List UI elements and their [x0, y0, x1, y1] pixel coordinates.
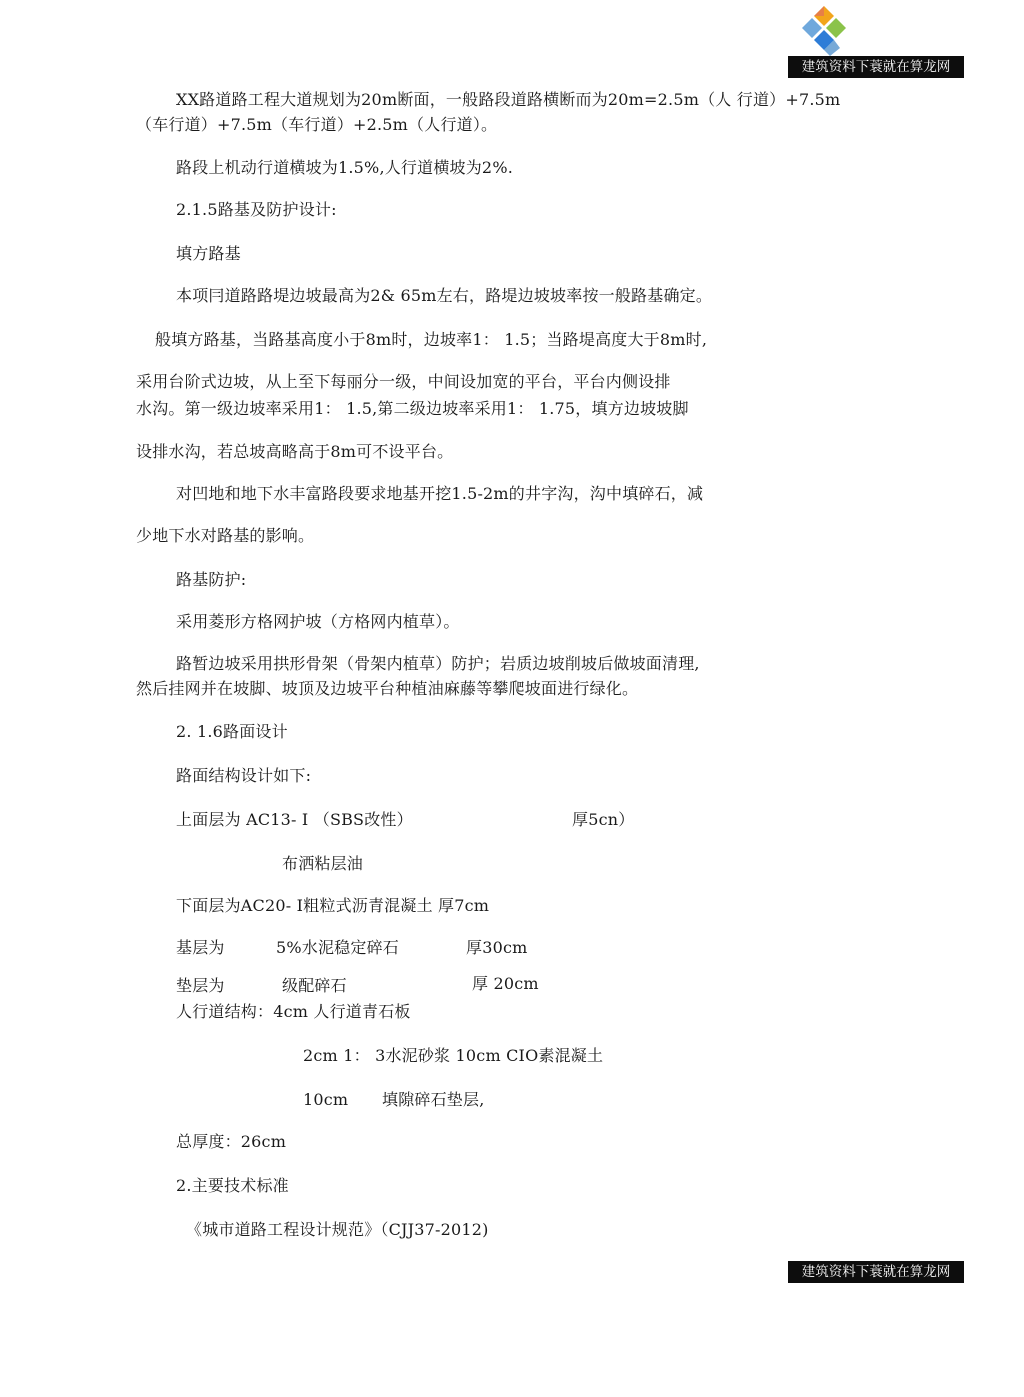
pavement-upper-layer: 上面层为 AC13- I （SBS改性）: [176, 810, 413, 829]
section-heading: 2. 1.6路面设计: [176, 722, 288, 741]
sidewalk-structure-line: 填隙碎石垫层,: [382, 1090, 485, 1109]
paragraph-line: XX路道路工程大道规划为20m断面，一般路段道路横断而为20m=2.5m（人 行道）+7.5m: [176, 90, 841, 109]
base-thickness: 厚30cm: [466, 938, 528, 957]
section-heading: 2.1.5路基及防护设计:: [176, 200, 337, 219]
subbase-thickness: 厚 20cm: [472, 974, 539, 993]
sidewalk-structure-line: 人行道结构：4cm 人行道青石板: [176, 1002, 411, 1021]
subbase-material: 级配碎石: [282, 976, 347, 995]
site-logo-icon: [792, 2, 856, 58]
standard-reference: 《城市道路工程设计规范》（CJJ37-2012): [186, 1220, 489, 1239]
pavement-upper-thickness: 厚5cn）: [572, 810, 635, 829]
paragraph-line: 路暂边坡采用拱形骨架（骨架内植草）防护；岩质边坡削坡后做坡面清理,: [176, 654, 700, 673]
header-banner[interactable]: 建筑资料下蓑就在算龙网: [788, 56, 964, 78]
subbase-label: 垫层为: [176, 976, 225, 995]
base-material: 5%水泥稳定碎石: [276, 938, 399, 957]
paragraph-line: 对凹地和地下水丰富路段要求地基开挖1.5-2m的井字沟，沟中填碎石，减: [176, 484, 704, 503]
paragraph-line: （车行道）+7.5m（车行道）+2.5m（人行道）。: [136, 115, 498, 134]
subsection-heading: 填方路基: [176, 244, 241, 263]
paragraph-line: 般填方路基，当路基高度小于8m时，边坡率1： 1.5；当路堤高度大于8m时,: [155, 330, 708, 349]
base-label: 基层为: [176, 938, 225, 957]
subsection-heading: 路基防护:: [176, 570, 247, 589]
pavement-lower-layer: 下面层为AC20- I粗粒式沥青混凝土 厚7cm: [176, 896, 490, 915]
paragraph-line: 路面结构设计如下:: [176, 766, 312, 785]
paragraph-line: 设排水沟，若总坡高略高于8m可不设平台。: [136, 442, 454, 461]
sidewalk-structure-thickness: 10cm: [303, 1090, 349, 1109]
pavement-tack-coat: 布洒粘层油: [282, 854, 364, 873]
section-heading: 2.主要技术标准: [176, 1176, 289, 1195]
paragraph-line: 少地下水对路基的影响。: [136, 526, 315, 545]
paragraph-line: 路段上机动行道横坡为1.5%,人行道横坡为2%.: [176, 158, 514, 177]
total-thickness: 总厚度：26cm: [176, 1132, 287, 1151]
sidewalk-structure-line: 2cm 1： 3水泥砂浆 10cm CIO素混凝土: [303, 1046, 604, 1065]
footer-banner[interactable]: 建筑资料下蓑就在算龙网: [788, 1261, 964, 1283]
paragraph-line: 采用台阶式边坡，从上至下每丽分一级，中间设加宽的平台，平台内侧设排: [136, 372, 671, 391]
paragraph-line: 水沟。第一级边坡率采用1： 1.5,第二级边坡率采用1： 1.75，填方边坡坡脚: [136, 399, 689, 418]
paragraph-line: 然后挂网并在坡脚、坡顶及边坡平台种植油麻藤等攀爬坡面进行绿化。: [136, 679, 639, 698]
paragraph-line: 本项冃道路路堤边坡最高为2& 65m左右，路堤边坡坡率按一般路基确定。: [176, 286, 713, 305]
paragraph-line: 采用菱形方格网护坡（方格网内植草）。: [176, 612, 460, 631]
